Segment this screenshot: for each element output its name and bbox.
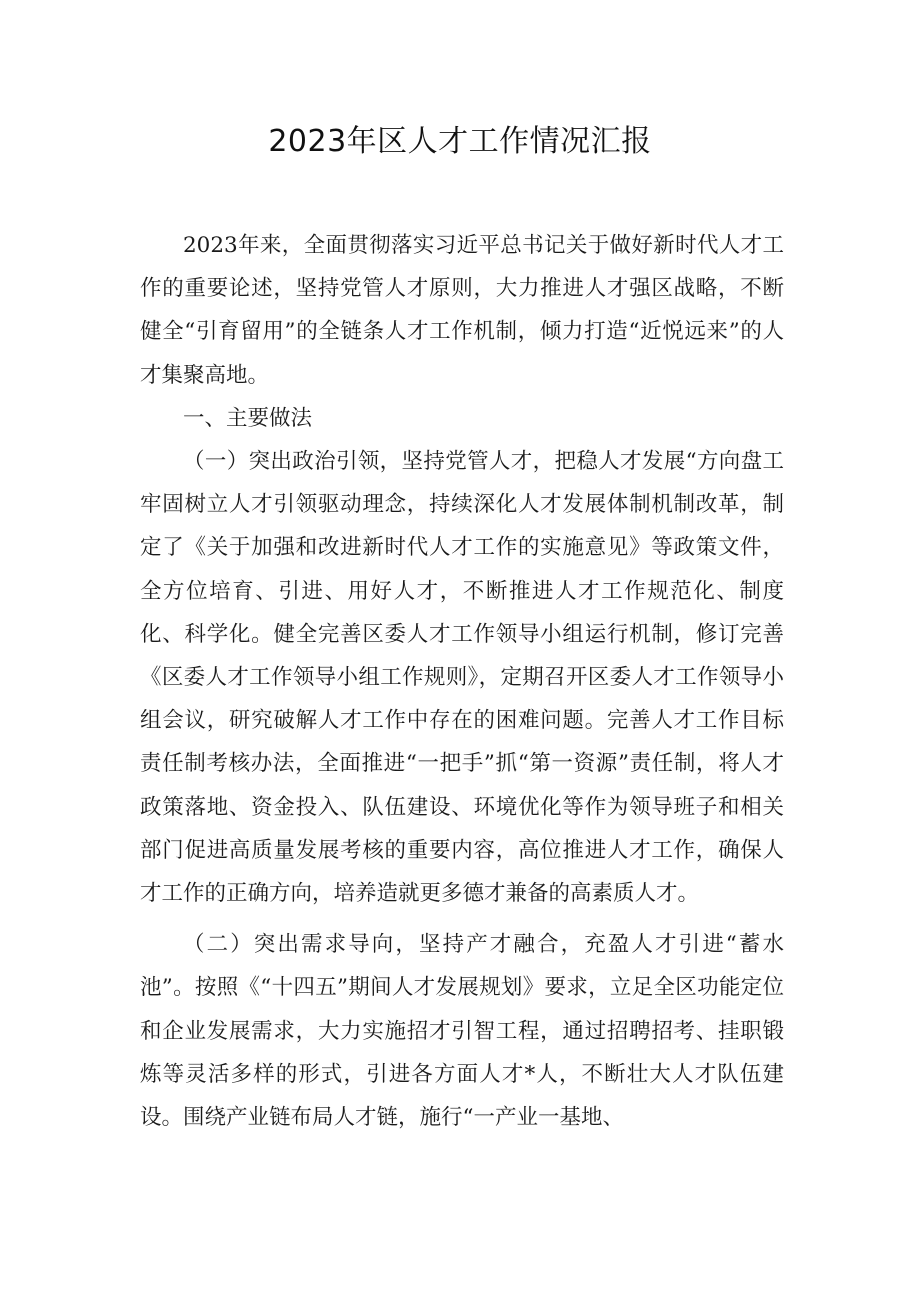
- paragraph-demand-orientation: （二）突出需求导向，坚持产才融合，充盈人才引进“蓄水池”。按照《“十四五”期间人才发展规划》要求，立足全区功能定位和企业发展需求，大力实施招才引智工程，通过招聘招考、挂职锻炼等灵活多样的形式，引进各方面人才*人，不断壮大人才队伍建设。围绕产业链布局人才链，施行“一产业一基地、: [140, 932, 784, 1131]
- paragraph-political-leadership: （一）突出政治引领，坚持党管人才，把稳人才发展“方向盘工牢固树立人才引领驱动理念，持续深化人才发展体制机制改革，制定了《关于加强和改进新时代人才工作的实施意见》等政策文件，全方位培育、引进、用好人才，不断推进人才工作规范化、制度化、科学化。健全完善区委人才工作领导小组运行机制，修订完善《区委人才工作领导小组工作规则》，定期召开区委人才工作领导小组会议，研究破解人才工作中存在的困难问题。完善人才工作目标责任制考核办法，全面推进“一把手”抓“第一资源”责任制，将人才政策落地、资金投入、队伍建设、环境优化等作为领导班子和相关部门促进高质量发展考核的重要内容，高位推进人才工作，确保人才工作的正确方向，培养造就更多德才兼备的高素质人才。: [140, 449, 784, 907]
- document-title: 2023年区人才工作情况汇报: [268, 124, 652, 159]
- intro-paragraph: 2023年来，全面贯彻落实习近平总书记关于做好新时代人才工作的重要论述，坚持党管人才原则，大力推进人才强区战略，不断健全“引育留用”的全链条人才工作机制，倾力打造“近悦远来”的人才集聚高地。: [140, 233, 784, 388]
- section-heading-main-practices: 一、主要做法: [183, 405, 313, 431]
- document-body: [140, 224, 784, 1139]
